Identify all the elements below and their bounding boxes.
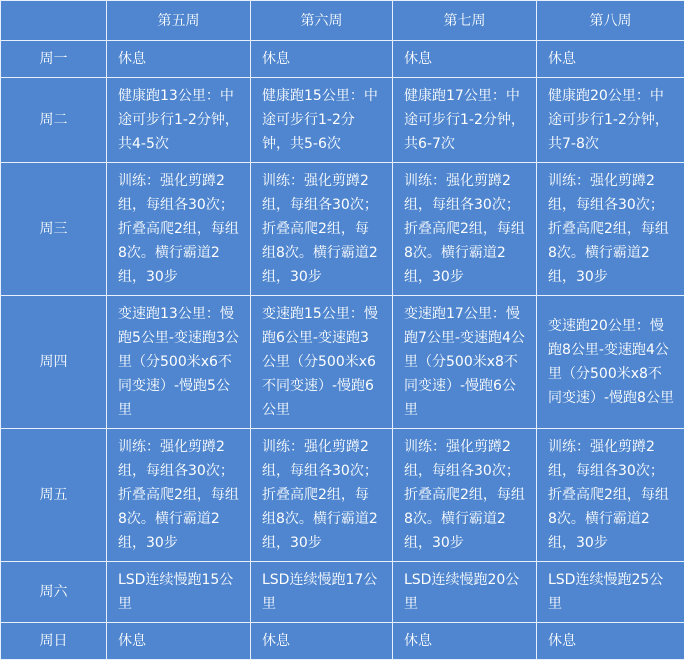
week-header-6: 第六周 (251, 1, 393, 41)
plan-cell: LSD连续慢跑25公里 (537, 562, 684, 623)
plan-cell: 休息 (393, 623, 537, 660)
plan-cell: 变速跑15公里：慢跑6公里-变速跑3公里（分500米x6不同变速）-慢跑6公里 (251, 296, 393, 429)
day-label: 周三 (1, 163, 107, 296)
plan-cell: 变速跑20公里：慢跑8公里-变速跑4公里（分500米x8不同变速）-慢跑8公里 (537, 296, 684, 429)
plan-cell: LSD连续慢跑15公里 (107, 562, 251, 623)
day-label: 周二 (1, 78, 107, 163)
week-header-7: 第七周 (393, 1, 537, 41)
header-row (1, 1, 684, 41)
plan-cell: LSD连续慢跑17公里 (251, 562, 393, 623)
plan-cell: 休息 (537, 41, 684, 78)
plan-cell: 健康跑15公里：中途可步行1-2分钟，共5-6次 (251, 78, 393, 163)
plan-cell: 健康跑20公里：中途可步行1-2分钟，共7-8次 (537, 78, 684, 163)
table-row-thursday (1, 296, 684, 429)
plan-cell: 变速跑13公里：慢跑5公里-变速跑3公里（分500米x6不同变速）-慢跑5公里 (107, 296, 251, 429)
plan-cell: LSD连续慢跑20公里 (393, 562, 537, 623)
plan-cell: 训练：强化剪蹲2组，每组各30次；折叠高爬2组，每组8次。横行霸道2组，30步 (107, 163, 251, 296)
plan-cell: 休息 (251, 41, 393, 78)
plan-cell: 休息 (107, 41, 251, 78)
plan-cell: 训练：强化剪蹲2组，每组各30次；折叠高爬2组，每组8次。横行霸道2组，30步 (393, 429, 537, 562)
table-row-tuesday (1, 78, 684, 163)
plan-cell: 健康跑13公里：中途可步行1-2分钟，共4-5次 (107, 78, 251, 163)
day-label: 周四 (1, 296, 107, 429)
plan-cell: 训练：强化剪蹲2组，每组各30次；折叠高爬2组，每组8次。横行霸道2组，30步 (107, 429, 251, 562)
day-label: 周日 (1, 623, 107, 660)
plan-cell: 休息 (393, 41, 537, 78)
plan-cell: 休息 (537, 623, 684, 660)
plan-cell: 训练：强化剪蹲2组，每组各30次；折叠高爬2组，每组8次。横行霸道2组，30步 (537, 163, 684, 296)
table-row-wednesday (1, 163, 684, 296)
table-row-friday (1, 429, 684, 562)
week-header-8: 第八周 (537, 1, 684, 41)
day-label: 周五 (1, 429, 107, 562)
plan-cell: 休息 (251, 623, 393, 660)
week-header-5: 第五周 (107, 1, 251, 41)
day-label: 周一 (1, 41, 107, 78)
table-row-monday (1, 41, 684, 78)
table-row-saturday (1, 562, 684, 623)
plan-cell: 休息 (107, 623, 251, 660)
plan-cell: 变速跑17公里：慢跑7公里-变速跑4公里（分500米x8不同变速）-慢跑6公里 (393, 296, 537, 429)
plan-cell: 训练：强化剪蹲2组，每组各30次；折叠高爬2组，每组8次。横行霸道2组，30步 (537, 429, 684, 562)
plan-cell: 健康跑17公里：中途可步行1-2分钟，共6-7次 (393, 78, 537, 163)
day-label: 周六 (1, 562, 107, 623)
plan-cell: 训练：强化剪蹲2组，每组各30次；折叠高爬2组，每组8次。横行霸道2组，30步 (251, 429, 393, 562)
table-row-sunday (1, 623, 684, 660)
plan-cell: 训练：强化剪蹲2组，每组各30次；折叠高爬2组，每组8次。横行霸道2组，30步 (251, 163, 393, 296)
corner-cell (1, 1, 107, 41)
plan-cell: 训练：强化剪蹲2组，每组各30次；折叠高爬2组，每组8次。横行霸道2组，30步 (393, 163, 537, 296)
